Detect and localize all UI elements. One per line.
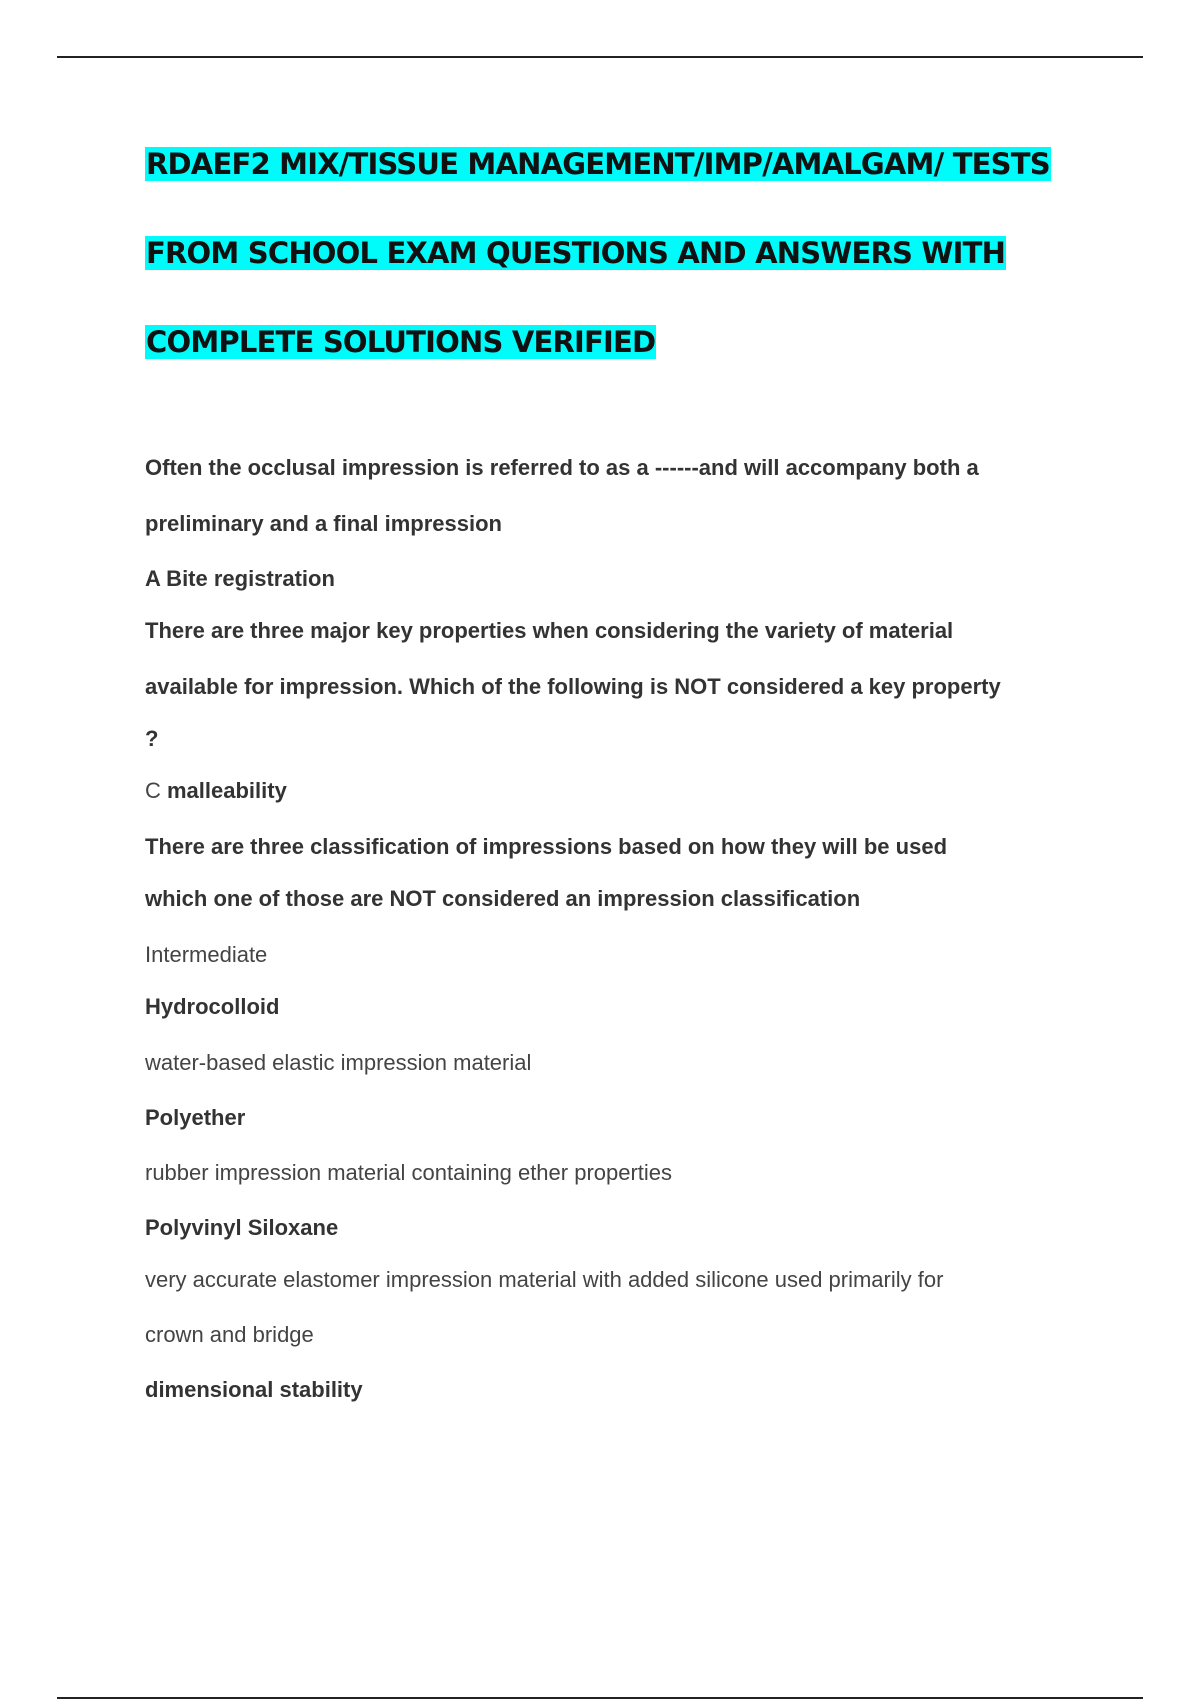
answer-line: Intermediate [145,942,268,967]
answer-text: malleability [167,778,287,803]
definition-line: rubber impression material containing ether properties [145,1160,673,1185]
question-line: There are three major key properties when considering the variety of material [145,618,954,643]
question-line: preliminary and a final impression [145,511,502,536]
question-line: which one of those are NOT considered an impression classification [145,886,861,911]
question-line: available for impression. Which of the following is NOT considered a key property [145,674,1001,699]
title-highlight: FROM SCHOOL EXAM QUESTIONS AND ANSWERS WITH [146,236,1006,270]
answer-line [145,777,1095,805]
header-rule [57,56,1143,58]
question-line: There are three classification of impressions based on how they will be used [145,834,948,859]
definition-line: water-based elastic impression material [145,1050,532,1075]
answer-prefix: C [145,778,167,803]
qa-content [145,454,1095,1404]
title-highlight: COMPLETE SOLUTIONS VERIFIED [146,325,656,359]
document-title [145,142,1105,409]
footer-rule [57,1697,1143,1699]
term-line: Polyether [145,1105,246,1130]
definition-line: very accurate elastomer impression material with added silicone used primarily for [145,1267,944,1292]
definition-line: crown and bridge [145,1322,314,1347]
title-highlight: RDAEF2 MIX/TISSUE MANAGEMENT/IMP/AMALGAM/ TESTS [146,147,1050,181]
answer-line: A Bite registration [145,566,335,591]
title-line [145,231,1105,320]
term-line: Polyvinyl Siloxane [145,1215,339,1240]
title-line [145,320,1105,409]
title-line [145,142,1105,231]
question-line: Often the occlusal impression is referred to as a ------and will accompany both a [145,455,979,480]
term-line: dimensional stability [145,1377,363,1402]
term-line: Hydrocolloid [145,994,280,1019]
question-line: ? [145,726,159,751]
